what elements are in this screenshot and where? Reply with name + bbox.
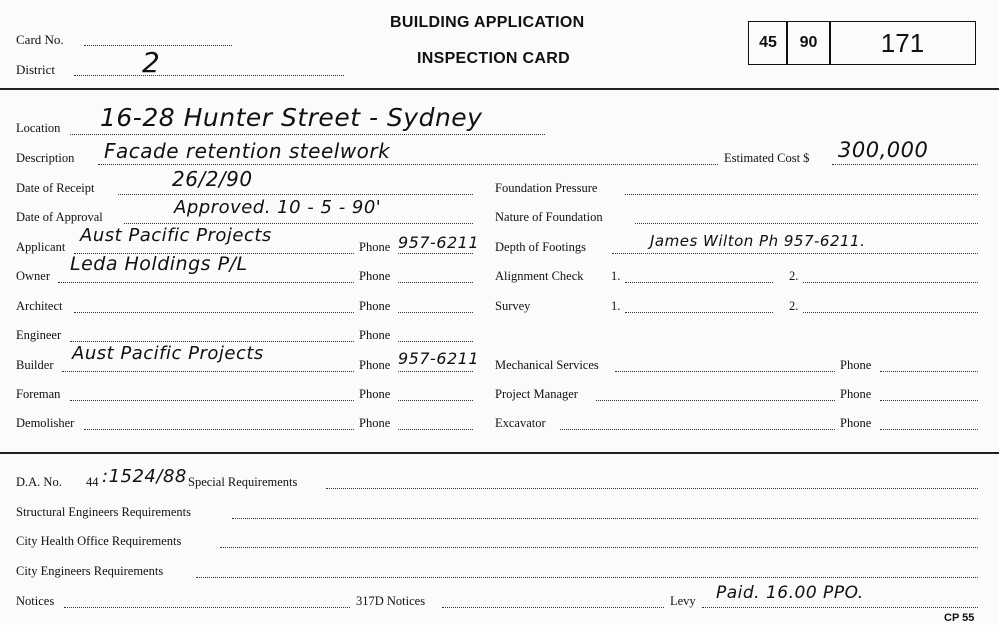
foundation-pressure-line (625, 194, 978, 195)
form-subtitle: INSPECTION CARD (417, 50, 570, 67)
code-box-1: 45 (748, 21, 788, 65)
applicant-label: Applicant (16, 240, 66, 254)
card-number-box: 171 (829, 21, 976, 65)
description-value: Facade retention steelwork (104, 139, 391, 163)
levy-value: Paid. 16.00 PPO. (716, 583, 864, 603)
card-no-label: Card No. (16, 32, 64, 47)
owner-value: Leda Holdings P/L (70, 253, 248, 275)
architect-line (74, 312, 354, 313)
project-manager-label: Project Manager (495, 387, 578, 401)
district-label: District (16, 62, 55, 77)
code-box-2: 90 (786, 21, 831, 65)
alignment-line-2 (803, 282, 978, 283)
excavator-phone-line (880, 429, 978, 430)
date-receipt-label: Date of Receipt (16, 181, 95, 195)
demolisher-label: Demolisher (16, 416, 75, 430)
excavator-label: Excavator (495, 416, 546, 430)
alignment-line-1 (625, 282, 773, 283)
foreman-phone-line (398, 400, 473, 401)
engineer-line (70, 341, 354, 342)
notices-line (64, 607, 350, 608)
form-title: BUILDING APPLICATION (390, 14, 585, 31)
notices-label: Notices (16, 594, 55, 608)
builder-phone-value: 957-6211 (398, 349, 480, 368)
city-engineers-line (196, 577, 978, 578)
location-label: Location (16, 121, 61, 135)
foundation-pressure-label: Foundation Pressure (495, 181, 598, 195)
applicant-phone-line (398, 253, 473, 254)
location-value: 16-28 Hunter Street - Sydney (100, 103, 483, 132)
survey-line-2 (803, 312, 978, 313)
survey-item-1: 1. (611, 299, 621, 313)
excavator-line (560, 429, 835, 430)
alignment-item-1: 1. (611, 269, 621, 283)
description-line (98, 164, 718, 165)
architect-phone-label: Phone (359, 299, 391, 313)
depth-footings-value: James Wilton Ph 957-6211. (650, 232, 866, 250)
special-requirements-label: Special Requirements (188, 475, 298, 489)
alignment-item-2: 2. (789, 269, 799, 283)
project-manager-phone-line (880, 400, 978, 401)
location-line (70, 134, 545, 135)
foreman-line (70, 400, 354, 401)
estimated-cost-label: Estimated Cost $ (724, 151, 810, 165)
da-number-value: :1524/88 (102, 466, 187, 487)
applicant-phone-value: 957-6211 (398, 233, 480, 252)
depth-footings-label: Depth of Footings (495, 240, 586, 254)
builder-label: Builder (16, 358, 54, 372)
notices-317d-line (442, 607, 664, 608)
excavator-phone-label: Phone (840, 416, 872, 430)
mechanical-phone-line (880, 371, 978, 372)
project-manager-phone-label: Phone (840, 387, 872, 401)
demolisher-line (84, 429, 354, 430)
demolisher-phone-line (398, 429, 473, 430)
section-divider (0, 452, 999, 454)
owner-line (58, 282, 354, 283)
levy-label: Levy (670, 594, 696, 608)
date-receipt-value: 26/2/90 (172, 167, 253, 191)
foreman-phone-label: Phone (359, 387, 391, 401)
date-receipt-line (118, 194, 473, 195)
city-engineers-label: City Engineers Requirements (16, 564, 164, 578)
structural-requirements-label: Structural Engineers Requirements (16, 505, 191, 519)
builder-phone-line (398, 371, 473, 372)
estimated-cost-line (832, 164, 978, 165)
engineer-phone-label: Phone (359, 328, 391, 342)
da-label: D.A. No. (16, 475, 62, 489)
owner-label: Owner (16, 269, 51, 283)
health-requirements-label: City Health Office Requirements (16, 534, 182, 548)
description-label: Description (16, 151, 75, 165)
architect-label: Architect (16, 299, 63, 313)
demolisher-phone-label: Phone (359, 416, 391, 430)
estimated-cost-value: 300,000 (838, 138, 929, 162)
depth-footings-line (612, 253, 978, 254)
header-divider (0, 88, 999, 90)
mechanical-line (615, 371, 835, 372)
survey-label: Survey (495, 299, 531, 313)
nature-foundation-line (635, 223, 978, 224)
applicant-value: Aust Pacific Projects (80, 225, 272, 246)
district-value: 2 (142, 46, 161, 79)
applicant-phone-label: Phone (359, 240, 391, 254)
levy-line (702, 607, 978, 608)
project-manager-line (596, 400, 835, 401)
survey-line-1 (625, 312, 773, 313)
owner-phone-line (398, 282, 473, 283)
foreman-label: Foreman (16, 387, 61, 401)
mechanical-label: Mechanical Services (495, 358, 599, 372)
builder-phone-label: Phone (359, 358, 391, 372)
engineer-phone-line (398, 341, 473, 342)
health-requirements-line (220, 547, 978, 548)
date-approval-line (124, 223, 473, 224)
builder-line (62, 371, 354, 372)
architect-phone-line (398, 312, 473, 313)
engineer-label: Engineer (16, 328, 62, 342)
district-line (74, 75, 344, 76)
builder-value: Aust Pacific Projects (72, 343, 264, 364)
form-code: CP 55 (944, 612, 975, 624)
date-approval-value: Approved. 10 - 5 - 90' (174, 197, 382, 218)
notices-317d-label: 317D Notices (356, 594, 426, 608)
alignment-check-label: Alignment Check (495, 269, 584, 283)
da-prefix: 44 (86, 475, 99, 489)
special-requirements-line (326, 488, 978, 489)
date-approval-label: Date of Approval (16, 210, 103, 224)
owner-phone-label: Phone (359, 269, 391, 283)
structural-requirements-line (232, 518, 978, 519)
survey-item-2: 2. (789, 299, 799, 313)
nature-foundation-label: Nature of Foundation (495, 210, 603, 224)
mechanical-phone-label: Phone (840, 358, 872, 372)
